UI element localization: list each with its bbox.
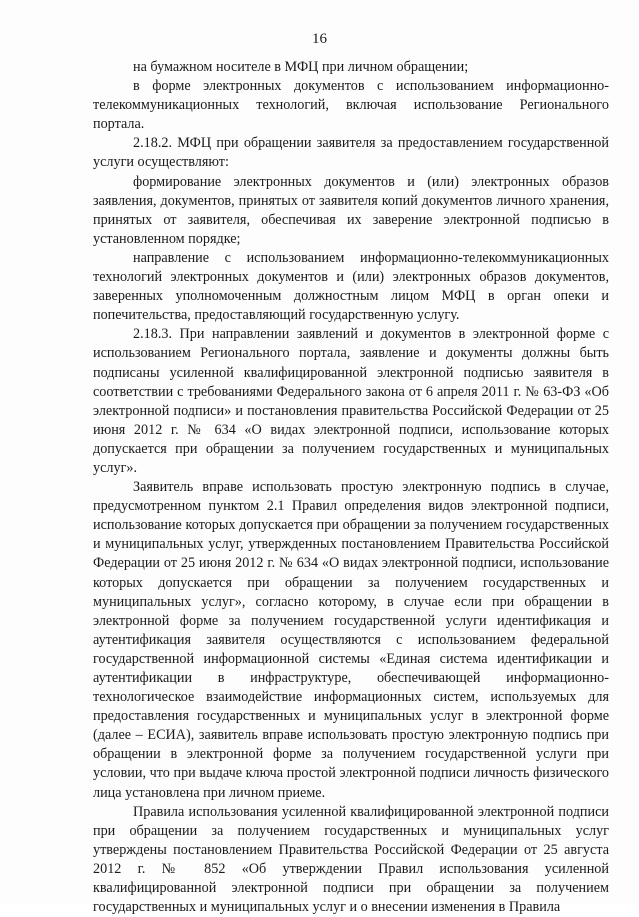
page-number: 16 <box>312 31 327 47</box>
paragraph: Правила использования усиленной квалифицированной электронной подписи при обращении за получением государственных и муниципальных услуг утверждены постановлением Правительства Российской Федерации от 25 августа 2012 г. № 852 «Об утверждении Правил использования усиленной квалифицированной электронной подписи при обращении за получением государственных и муниципальных услуг и о внесении изменения в Правила <box>93 803 609 916</box>
paragraph: направление с использованием информационно-телекоммуникационных технологий электронных документов и (или) электронных образов документов, заверенных уполномоченным должностным лицом МФЦ в орган опеки и попечительства, предоставляющий государственную услугу. <box>93 249 609 324</box>
paragraph: Заявитель вправе использовать простую электронную подпись в случае, предусмотренном пунктом 2.1 Правил определения видов электронной подписи, использование которых допускается при обращении за получением государственных и муниципальных услуг, утвержденных постановлением Правительства Российской Федерации от 25 июня 2012 г. № 634 «О видах электронной подписи, использование которых допускается при обращении за получением государственных и муниципальных услуг», согласно которому, в случае если при обращении в электронной форме за получением государственной услуги идентификация и аутентификация заявителя осуществляются с использованием федеральной государственной информационной системы «Единая система идентификации и аутентификации в инфраструктуре, обеспечивающей информационно-технологическое взаимодействие информационных систем, используемых для предоставления государственных и муниципальных услуг в электронной форме (далее – ЕСИА), заявитель вправе использовать простую электронную подпись при обращении в электронной форме за получением государственной услуги при условии, что при выдаче ключа простой электронной подписи личность физического лица установлена при личном приеме. <box>93 479 609 801</box>
paragraph: на бумажном носителе в МФЦ при личном обращении; <box>133 59 469 75</box>
paragraph: 2.18.3. При направлении заявлений и документов в электронной форме с использованием Регионального портала, заявление и документы должны быть подписаны усиленной квалифицированной электронной подписью заявителя в соответствии с требованиями Федерального закона от 6 апреля 2011 г. № 63-ФЗ «Об электронной подписи» и постановления правительства Российской Федерации от 25 июня 2012 г. № 634 «О видах электронной подписи, использование которых допускается при обращении за получением государственных и муниципальных услуг». <box>93 326 609 476</box>
paragraph: в форме электронных документов с использованием информационно-телекоммуникационных технологий, включая использование Регионального портала. <box>93 78 609 133</box>
paragraph: 2.18.2. МФЦ при обращении заявителя за предоставлением государственной услуги осуществляют: <box>93 135 609 171</box>
body-text <box>93 58 609 917</box>
paragraph: формирование электронных документов и (или) электронных образов заявления, документов, принятых от заявителя копий документов личного хранения, принятых от заявителя, обеспечивая их заверение электронной подписью в установленном порядке; <box>93 173 609 247</box>
